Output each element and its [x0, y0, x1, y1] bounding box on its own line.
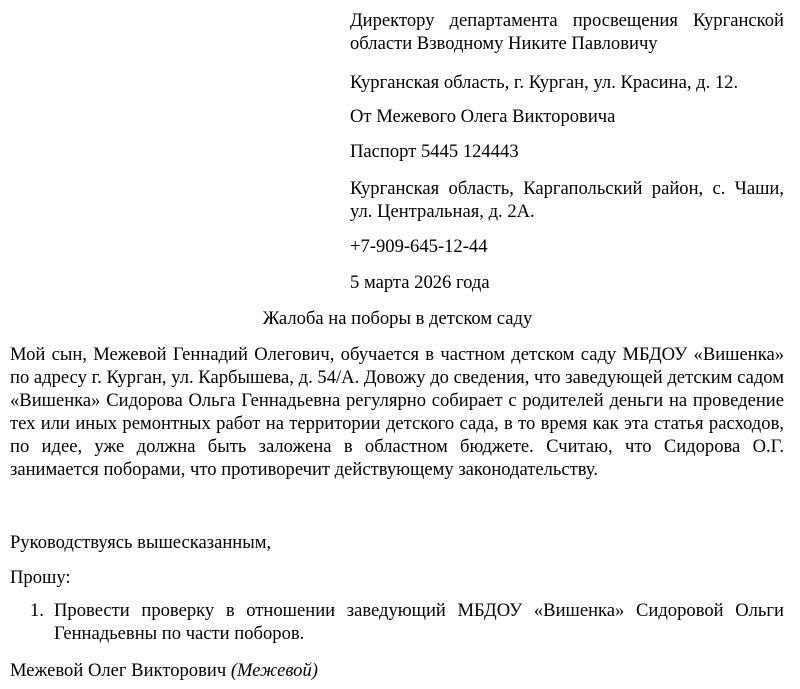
sender-passport: Паспорт 5445 124443: [350, 141, 519, 162]
signature-line: [10, 659, 318, 682]
sender-address: Курганская область, Каргапольский район, с. Чаши, ул. Центральная, д. 2А.: [350, 178, 784, 222]
recipient-address: Курганская область, г. Курган, ул. Красина, д. 12.: [350, 72, 739, 93]
document-date: 5 марта 2026 года: [350, 272, 490, 293]
request-label: Прошу:: [10, 567, 71, 588]
sender-phone: +7-909-645-12-44: [350, 236, 488, 257]
sender-name: От Межевого Олега Викторовича: [350, 106, 616, 127]
request-item-text: Провести проверку в отношении заведующий МБДОУ «Вишенка» Сидоровой Ольги Геннадьевны по части поборов.: [54, 600, 784, 644]
request-item-number: 1.: [30, 600, 44, 621]
signer-name: Межевой Олег Викторович: [10, 660, 227, 681]
document-title: Жалоба на поборы в детском саду: [262, 308, 533, 329]
complaint-paragraph: Мой сын, Межевой Геннадий Олегович, обучается в частном детском саду МБДОУ «Вишенка» по адресу г. Курган, ул. Карбышева, д. 54/А. Довожу до сведения, что заведующей детским садом «Вишенка» Сидорова Ольга Геннадьевна регулярно собирает с родителей деньги на проведение тех или иных ремонтных работ на территории детского сада, в то время как эта статья расходов, по идее, уже должна быть заложена в областном бюджете. Считаю, что Сидорова О.Г. занимается поборами, что противоречит действующему законодательству.: [10, 344, 784, 480]
recipient: Директору департамента просвещения Курганской области Взводному Никите Павловичу: [350, 10, 784, 54]
signature: (Межевой): [230, 660, 318, 681]
guided-line: Руководствуясь вышесказанным,: [10, 532, 272, 553]
